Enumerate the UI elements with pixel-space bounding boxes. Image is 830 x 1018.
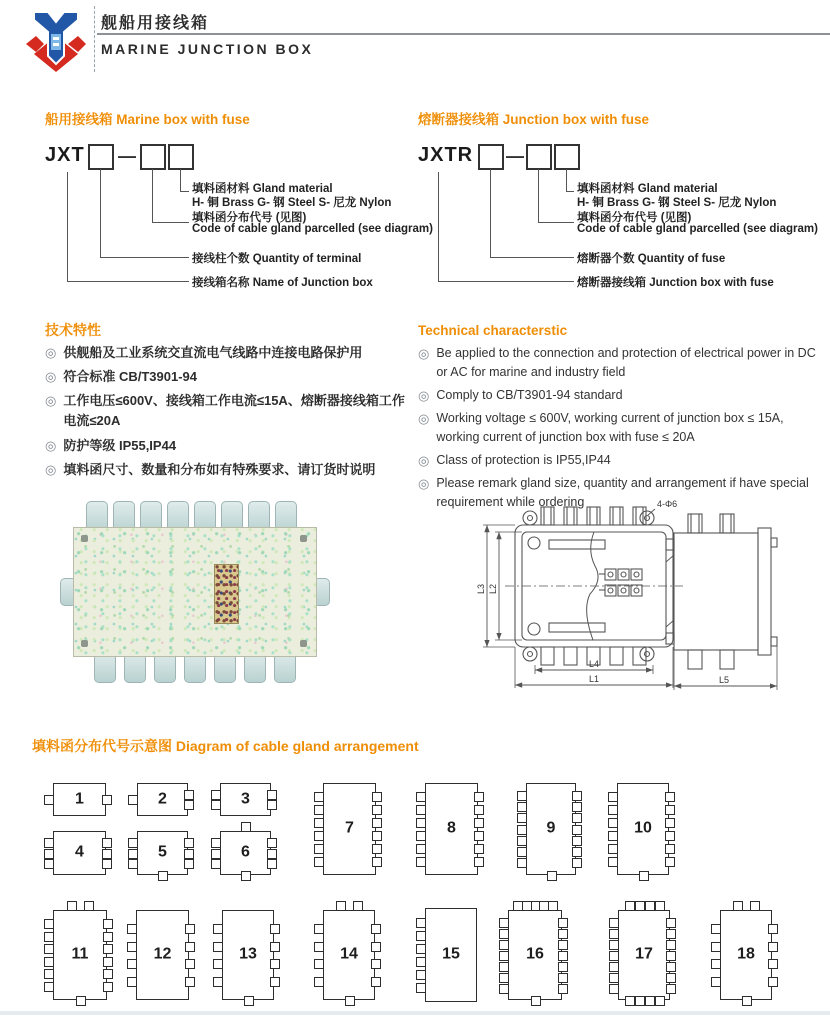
list-item: ◎ 防护等级 IP55,IP44 [45,436,407,456]
gland-tab-icon [184,849,194,859]
model-dash: — [506,146,524,166]
model-box-gland-material [554,144,580,170]
gland-tab-icon [572,802,582,812]
gland-tab-icon [517,858,527,868]
gland-tab-icon [345,996,355,1006]
gland-tab-icon [609,973,619,983]
gland-tab-icon [608,857,618,867]
gland-tab-icon [211,800,221,810]
gland-tab-icon [102,849,112,859]
dim-label-L3: L3 [476,583,486,595]
gland-tab-icon [665,792,675,802]
gland-tab-icon [241,822,251,832]
gland-tab-icon [711,977,721,987]
gland-tab-icon [639,871,649,881]
gland-tab-icon [211,838,221,848]
corner-screw-icon [300,640,307,647]
gland-tab-icon [768,942,778,952]
junction-box-body [73,527,317,657]
gland-tab-icon [768,924,778,934]
model-box-gland-code [140,144,166,170]
gland-tab-icon [665,818,675,828]
gland-tab-icon [44,859,54,869]
gland-tab-icon [185,959,195,969]
list-item: ◎ 工作电压≤600V、接线箱工作电流≤15A、熔断器接线箱工作电流≤20A [45,393,405,429]
gland-box-number: 2 [158,790,167,808]
list-item: ◎ Comply to CB/T3901-94 standard [418,386,816,406]
gland-tab-icon [213,959,223,969]
bullet-icon: ◎ [45,369,57,385]
gland-tab-icon [184,838,194,848]
gland-box-10 [617,783,669,875]
gland-box-number: 6 [241,843,250,861]
gland-tab-icon [102,838,112,848]
gland-tab-icon [372,857,382,867]
tech-cn-list [45,343,407,484]
gland-tab-icon [665,857,675,867]
list-item: ◎ 供舰船及工业系统交直流电气线路中连接电路保护用 [45,343,407,363]
gland-tab-icon [127,924,137,934]
top-glands [541,507,646,525]
gland-tab-icon [314,818,324,828]
label-fuse-qty: 熔断器个数 Quantity of fuse [577,253,726,265]
gland-tab-icon [742,996,752,1006]
gland-box-number: 13 [239,945,257,963]
gland-box-number: 18 [737,945,755,963]
gland-tab-icon [665,805,675,815]
gland-tab-icon [44,932,54,942]
gland-tab-icon [241,871,251,881]
gland-tab-icon [572,813,582,823]
gland-tab-icon [371,977,381,987]
gland-tab-icon [572,858,582,868]
gland-tab-icon [128,795,138,805]
gland-tab-icon [609,940,619,950]
bullet-icon: ◎ [45,345,57,360]
gland-tab-icon [267,800,277,810]
gland-tab-icon [572,791,582,801]
gland-box-number: 17 [635,945,653,963]
gland-tab-icon [416,805,426,815]
gland-box-1 [53,783,106,816]
gland-tab-icon [655,996,665,1006]
list-item: ◎ Class of protection is IP55,IP44 [418,451,816,471]
gland-tab-icon [499,973,509,983]
gland-tab-icon [314,805,324,815]
gland-tab-icon [609,984,619,994]
list-item: ◎ 填料函尺寸、数量和分布如有特殊要求、请订货时说明 [45,460,407,480]
gland-tab-icon [517,791,527,801]
gland-tab-icon [76,996,86,1006]
gland-tab-icon [336,901,346,911]
bullet-icon: ◎ [45,393,57,409]
gland-tab-icon [499,951,509,961]
gland-tab-icon [128,838,138,848]
gland-tab-icon [474,818,484,828]
gland-tab-icon [416,857,426,867]
dim-label-L2: L2 [488,583,498,595]
gland-box-18 [720,910,772,1000]
product-label [214,564,239,624]
gland-tab-icon [517,813,527,823]
label-gland-code-en: Code of cable gland parcelled (see diagram) [192,223,433,235]
gland-tab-icon [416,844,426,854]
model-box-gland-material [168,144,194,170]
header-divider [94,6,95,72]
label-terminal-qty: 接线柱个数 Quantity of terminal [192,253,362,265]
gland-tab-icon [499,984,509,994]
gland-tab-icon [416,970,426,980]
gland-tab-icon [372,805,382,815]
gland-tab-icon [517,847,527,857]
dim-label-L4: L4 [588,659,600,669]
gland-tab-icon [635,901,645,911]
gland-tab-icon [314,844,324,854]
gland-tab-icon [416,918,426,928]
gland-box-16 [508,910,562,1000]
gland-box-4 [53,831,106,875]
gland-tab-icon [267,859,277,869]
gland-tab-icon [353,901,363,911]
gland-box-number: 7 [345,819,354,837]
gland-tab-icon [711,959,721,969]
gland-box-17 [618,910,670,1000]
gland-tab-icon [635,996,645,1006]
gland-box-15 [425,908,477,1002]
gland-box-13 [222,910,274,1000]
gland-tab-icon [184,859,194,869]
gland-tab-icon [267,838,277,848]
label-gland-material: 填料函材料 Gland material [192,183,333,195]
gland-tab-icon [211,849,221,859]
gland-tab-icon [608,792,618,802]
gland-tab-icon [127,977,137,987]
gland-tab-icon [102,859,112,869]
gland-tab-icon [558,918,568,928]
gland-tab-icon [67,901,77,911]
gland-tab-icon [517,825,527,835]
list-item: ◎ 符合标准 CB/T3901-94 [45,367,407,387]
gland-tab-icon [522,901,532,911]
gland-tab-icon [416,818,426,828]
gland-tab-icon [733,901,743,911]
gland-tab-icon [270,924,280,934]
gland-tab-icon [499,962,509,972]
gland-tab-icon [474,857,484,867]
gland-tab-icon [185,977,195,987]
gland-tab-icon [270,942,280,952]
gland-box-number: 3 [241,790,250,808]
side-view-drawing [652,500,812,700]
bottom-accent-bar [0,1011,830,1015]
gland-tab-icon [711,942,721,952]
gland-box-5 [137,831,188,875]
model-box-fuse-qty [478,144,504,170]
bullet-icon: ◎ [45,461,57,477]
gland-tab-icon [314,857,324,867]
section-heading-gland-diagram: 填料函分布代号示意图 Diagram of cable gland arrangement [32,738,419,754]
bullet-icon: ◎ [418,452,430,468]
gland-tab-icon [666,951,676,961]
gland-tab-icon [371,924,381,934]
gland-tab-icon [314,831,324,841]
page-title-en: MARINE JUNCTION BOX [101,41,314,57]
bullet-icon: ◎ [45,437,57,453]
gland-tab-icon [558,940,568,950]
gland-box-number: 4 [75,843,84,861]
gland-box-number: 1 [75,790,84,808]
gland-tab-icon [609,962,619,972]
gland-tab-icon [609,918,619,928]
gland-tab-icon [44,944,54,954]
gland-tab-icon [608,844,618,854]
gland-tab-icon [184,800,194,810]
bullet-icon: ◎ [418,411,430,426]
gland-tab-icon [371,942,381,952]
gland-tab-icon [102,795,112,805]
section-heading-tech-cn: 技术特性 [45,322,101,338]
gland-tab-icon [127,959,137,969]
gland-tab-icon [608,831,618,841]
gland-tab-icon [213,924,223,934]
gland-tab-icon [128,849,138,859]
gland-tab-icon [655,901,665,911]
gland-tab-icon [211,859,221,869]
section-heading-fuse-box: 熔断器接线箱 Junction box with fuse [418,112,650,127]
gland-box-number: 5 [158,843,167,861]
gland-tab-icon [768,959,778,969]
gland-tab-icon [665,831,675,841]
gland-tab-icon [499,929,509,939]
gland-tab-icon [531,996,541,1006]
gland-tab-icon [372,831,382,841]
gland-tab-icon [44,919,54,929]
label-gland-code-cn: 填料函分布代号 (见图) [577,212,692,224]
corner-screw-icon [81,535,88,542]
gland-tab-icon [103,944,113,954]
gland-tab-icon [517,802,527,812]
label-box-name: 熔断器接线箱 Junction box with fuse [577,277,774,289]
tech-en-list [418,344,816,516]
gland-tab-icon [558,973,568,983]
gland-tab-icon [558,984,568,994]
gland-box-number: 12 [153,945,172,963]
gland-tab-icon [185,942,195,952]
header-rule [97,33,830,35]
list-item: ◎ Working voltage ≤ 600V, working current of junction box ≤ 15A, working current of junction box with fuse ≤ 20A [418,411,784,444]
gland-tab-icon [645,996,655,1006]
gland-tab-icon [547,871,557,881]
gland-tab-icon [416,831,426,841]
page-title-cn: 舰船用接线箱 [101,15,210,32]
gland-tab-icon [314,792,324,802]
gland-tab-icon [44,838,54,848]
gland-tab-icon [539,901,549,911]
gland-tab-icon [609,951,619,961]
gland-tab-icon [750,901,760,911]
gland-tab-icon [572,836,582,846]
gland-tab-icon [625,901,635,911]
gland-tab-icon [558,929,568,939]
label-gland-material: 填料函材料 Gland material [577,183,718,195]
gland-tab-icon [128,859,138,869]
terminal-blocks [599,569,642,596]
gland-tab-icon [416,792,426,802]
bullet-icon: ◎ [418,387,430,403]
section-heading-marine-box: 船用接线箱 Marine box with fuse [45,112,250,127]
gland-tab-icon [625,996,635,1006]
section-heading-tech-en: Technical characterstic [418,323,568,338]
product-photo [60,498,332,694]
gland-box-6 [220,831,271,875]
leader-line [67,172,189,282]
gland-tab-icon [474,805,484,815]
gland-tab-icon [314,977,324,987]
gland-tab-icon [44,849,54,859]
model-dash: — [118,146,136,166]
gland-tab-icon [531,901,541,911]
label-gland-code-cn: 填料函分布代号 (见图) [192,212,307,224]
corner-screw-icon [81,640,88,647]
gland-box-number: 14 [340,945,358,963]
gland-tab-icon [372,792,382,802]
gland-tab-icon [103,932,113,942]
gland-box-12 [136,910,189,1000]
gland-tab-icon [608,805,618,815]
bullet-icon: ◎ [418,476,430,491]
gland-box-7 [323,783,376,875]
gland-tab-icon [244,996,254,1006]
gland-tab-icon [416,944,426,954]
gland-tab-icon [499,918,509,928]
gland-box-number: 11 [71,945,89,963]
gland-tab-icon [474,792,484,802]
gland-tab-icon [517,836,527,846]
list-item: ◎ Please remark gland size, quantity and arrangement if have special requirement while ordering [418,476,809,509]
gland-tab-icon [372,818,382,828]
gland-tab-icon [103,982,113,992]
gland-tab-icon [572,847,582,857]
leader-line [438,172,574,282]
gland-tab-icon [103,969,113,979]
gland-tab-icon [267,849,277,859]
gland-tab-icon [666,984,676,994]
gland-tab-icon [314,942,324,952]
gland-box-9 [526,783,576,875]
gland-tab-icon [270,959,280,969]
gland-tab-icon [267,790,277,800]
gland-box-14 [323,910,375,1000]
gland-tab-icon [44,795,54,805]
gland-tab-icon [768,977,778,987]
gland-tab-icon [44,969,54,979]
gland-box-2 [137,783,188,816]
label-gland-code-en: Code of cable gland parcelled (see diagram) [577,223,818,235]
gland-tab-icon [558,962,568,972]
gland-tab-icon [372,844,382,854]
gland-box-number: 10 [634,819,652,837]
gland-box-11 [53,910,107,1000]
gland-tab-icon [474,831,484,841]
gland-tab-icon [666,918,676,928]
bullet-icon: ◎ [418,346,430,361]
gland-tab-icon [666,940,676,950]
label-box-name: 接线箱名称 Name of Junction box [192,277,373,289]
gland-tab-icon [558,951,568,961]
gland-tab-icon [608,818,618,828]
gland-box-number: 16 [526,945,544,963]
gland-tab-icon [270,977,280,987]
gland-box-8 [425,783,478,875]
corner-screw-icon [300,535,307,542]
model-code-jxt: JXT [45,144,85,166]
gland-box-3 [220,783,271,816]
gland-tab-icon [44,982,54,992]
gland-tab-icon [185,924,195,934]
gland-tab-icon [371,959,381,969]
gland-tab-icon [711,924,721,934]
label-gland-material-codes: H- 铜 Brass G- 钢 Steel S- 尼龙 Nylon [577,197,777,209]
dim-label-L5: L5 [718,675,730,685]
gland-tab-icon [609,929,619,939]
gland-tab-icon [184,790,194,800]
gland-box-number: 9 [546,819,556,837]
gland-tab-icon [211,790,221,800]
gland-tab-icon [499,940,509,950]
company-logo-icon [24,8,88,74]
model-box-gland-code [526,144,552,170]
gland-box-number: 8 [447,819,456,837]
gland-tab-icon [44,957,54,967]
gland-tab-icon [666,962,676,972]
gland-tab-icon [572,825,582,835]
gland-tab-icon [645,901,655,911]
gland-tab-icon [666,929,676,939]
dim-label-L1: L1 [588,674,600,684]
gland-tab-icon [416,931,426,941]
gland-tab-icon [213,942,223,952]
gland-tab-icon [84,901,94,911]
model-code-jxtr: JXTR [418,144,474,166]
gland-tab-icon [548,901,558,911]
gland-tab-icon [513,901,523,911]
list-item: ◎ Be applied to the connection and protection of electrical power in DC or AC for marine and industry field [418,346,816,379]
gland-box-number: 15 [442,945,460,963]
label-gland-material-codes: H- 铜 Brass G- 钢 Steel S- 尼龙 Nylon [192,197,392,209]
gland-tab-icon [103,957,113,967]
model-box-terminal-qty [88,144,114,170]
gland-tab-icon [103,919,113,929]
gland-tab-icon [127,942,137,952]
gland-tab-icon [666,973,676,983]
gland-tab-icon [416,957,426,967]
hole-count-label: 4-Φ6 [657,499,678,509]
gland-tab-icon [314,924,324,934]
gland-tab-icon [213,977,223,987]
gland-tab-icon [158,871,168,881]
gland-tab-icon [665,844,675,854]
gland-tab-icon [416,983,426,993]
gland-tab-icon [314,959,324,969]
gland-tab-icon [474,844,484,854]
